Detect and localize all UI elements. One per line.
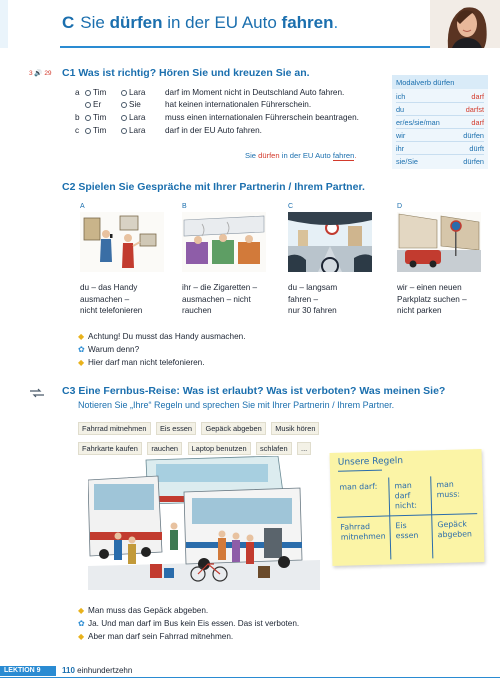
grammar-example: Sie dürfen in der EU Auto fahren. [245, 151, 357, 160]
modal-verb-heading: Modalverb dürfen [392, 75, 488, 89]
dialog-line: ◆ Hier darf man nicht telefonieren. [78, 358, 205, 367]
pair-work-icon [29, 385, 45, 403]
note-header-required: man muss: [436, 479, 461, 500]
illustration-smoking-bus [182, 212, 266, 272]
caption-c: du – langsam fahren – nur 30 fahren [288, 283, 338, 315]
conjugation-row: du darfst [396, 105, 484, 114]
diamond-bullet-icon: ◆ [78, 632, 85, 641]
conjugation-row: wir dürfen [396, 131, 484, 140]
picture-letter-d: D [397, 203, 403, 210]
conjugation-row: ihr dürft [396, 144, 484, 153]
option-checkbox[interactable]: Lara [121, 126, 157, 135]
margin-band [0, 0, 8, 48]
illustration-museum-phone [80, 212, 164, 272]
circle-checkbox-icon[interactable] [85, 90, 91, 96]
caption-d: wir – einen neuen Parkplatz suchen – nicht parken [397, 283, 467, 315]
picture-letter-c: C [288, 203, 294, 210]
vocab-tag: Fahrkarte kaufen [78, 442, 142, 455]
vocab-tag: schlafen [256, 442, 292, 455]
option-checkbox[interactable]: Tim [85, 88, 121, 97]
flower-bullet-icon: ✿ [78, 619, 85, 628]
picture-letter-b: B [182, 203, 187, 210]
dialog-line: ✿ Warum denn? [78, 345, 140, 354]
caption-b: ihr – die Zigaretten – ausmachen – nicht rauchen [182, 283, 258, 315]
circle-checkbox-icon[interactable] [121, 90, 127, 96]
c1-row-a2: Er Sie hat keinen internationalen Führerschein. [75, 100, 311, 109]
footer-rule [0, 677, 500, 678]
circle-checkbox-icon[interactable] [121, 115, 127, 121]
c3-title: C3 Eine Fernbus-Reise: Was ist erlaubt? Was ist verboten? Was meinen Sie? [62, 385, 446, 397]
note-header-allowed: man darf: [339, 481, 378, 492]
dialog-line: ◆ Man muss das Gepäck abgeben. [78, 606, 209, 615]
column-divider [430, 476, 433, 558]
note-entry: Fahrrad mitnehmen [340, 521, 386, 542]
audio-track-label[interactable]: 3 🔊 29 [29, 70, 52, 77]
circle-checkbox-icon[interactable] [121, 128, 127, 134]
c1-row-b: b Tim Lara muss einen internationalen Führerschein beantragen. [75, 113, 359, 122]
circle-checkbox-icon[interactable] [85, 115, 91, 121]
diamond-bullet-icon: ◆ [78, 606, 85, 615]
vocab-tag: Gepäck abgeben [201, 422, 265, 435]
c3-subtitle: Notieren Sie „Ihre“ Regeln und sprechen Sie mit Ihrer Partnerin / Ihrem Partner. [78, 400, 395, 410]
vocabulary-tags [78, 418, 338, 458]
c1-title: C1 Was ist richtig? Hören Sie und kreuzen Sie an. [62, 67, 310, 79]
option-checkbox[interactable]: Lara [121, 113, 157, 122]
diamond-bullet-icon: ◆ [78, 332, 85, 341]
conjugation-row: sie/Sie dürfen [396, 157, 484, 166]
option-checkbox[interactable]: Sie [121, 100, 157, 109]
note-entry: Gepäck abgeben [437, 519, 473, 540]
lesson-label: LEKTION 9 [0, 666, 56, 676]
page-title: C Sie dürfen in der EU Auto fahren. [62, 13, 339, 32]
note-header-forbidden: man darf nicht: [394, 480, 418, 511]
diamond-bullet-icon: ◆ [78, 358, 85, 367]
dialog-line: ◆ Achtung! Du musst das Handy ausmachen. [78, 332, 246, 341]
c1-row-c: c Tim Lara darf in der EU Auto fahren. [75, 126, 262, 135]
option-checkbox[interactable]: Tim [85, 113, 121, 122]
title-underline [338, 470, 382, 472]
illustration-speed-driving [288, 212, 372, 272]
modal-verb-table [392, 75, 488, 169]
vocab-tag: Eis essen [156, 422, 196, 435]
rules-sticky-note [330, 449, 485, 566]
bus-station-illustration [88, 456, 320, 590]
circle-checkbox-icon[interactable] [121, 102, 127, 108]
circle-checkbox-icon[interactable] [85, 128, 91, 134]
flower-bullet-icon: ✿ [78, 345, 85, 354]
vocab-tag: rauchen [147, 442, 182, 455]
conjugation-row: ich darf [396, 92, 484, 101]
section-letter: C [62, 13, 75, 32]
option-checkbox[interactable]: Er [85, 100, 121, 109]
conjugation-row: er/es/sie/man darf [396, 118, 484, 127]
vocab-tag: Fahrrad mitnehmen [78, 422, 151, 435]
dialog-line: ✿ Ja. Und man darf im Bus kein Eis essen. Das ist verboten. [78, 619, 300, 628]
illustration-no-parking [397, 212, 481, 272]
c2-title: C2 Spielen Sie Gespräche mit Ihrer Partnerin / Ihrem Partner. [62, 181, 365, 193]
picture-letter-a: A [80, 203, 85, 210]
caption-a: du – das Handy ausmachen – nicht telefonieren [80, 283, 143, 315]
option-checkbox[interactable]: Tim [85, 126, 121, 135]
vocab-tag: Musik hören [271, 422, 319, 435]
c1-row-a: a Tim Lara darf im Moment nicht in Deutschland Auto fahren. [75, 88, 345, 97]
teacher-portrait [430, 0, 500, 48]
note-title: Unsere Regeln [337, 456, 404, 468]
dialog-line: ◆ Aber man darf sein Fahrrad mitnehmen. [78, 632, 234, 641]
option-checkbox[interactable]: Lara [121, 88, 157, 97]
circle-checkbox-icon[interactable] [85, 102, 91, 108]
vocab-tag: ... [297, 442, 311, 455]
row-divider [337, 513, 477, 517]
page-number: 110 einhundertzehn [62, 666, 133, 675]
note-entry: Eis essen [395, 521, 419, 541]
vocab-tag: Laptop benutzen [188, 442, 251, 455]
column-divider [388, 477, 391, 559]
